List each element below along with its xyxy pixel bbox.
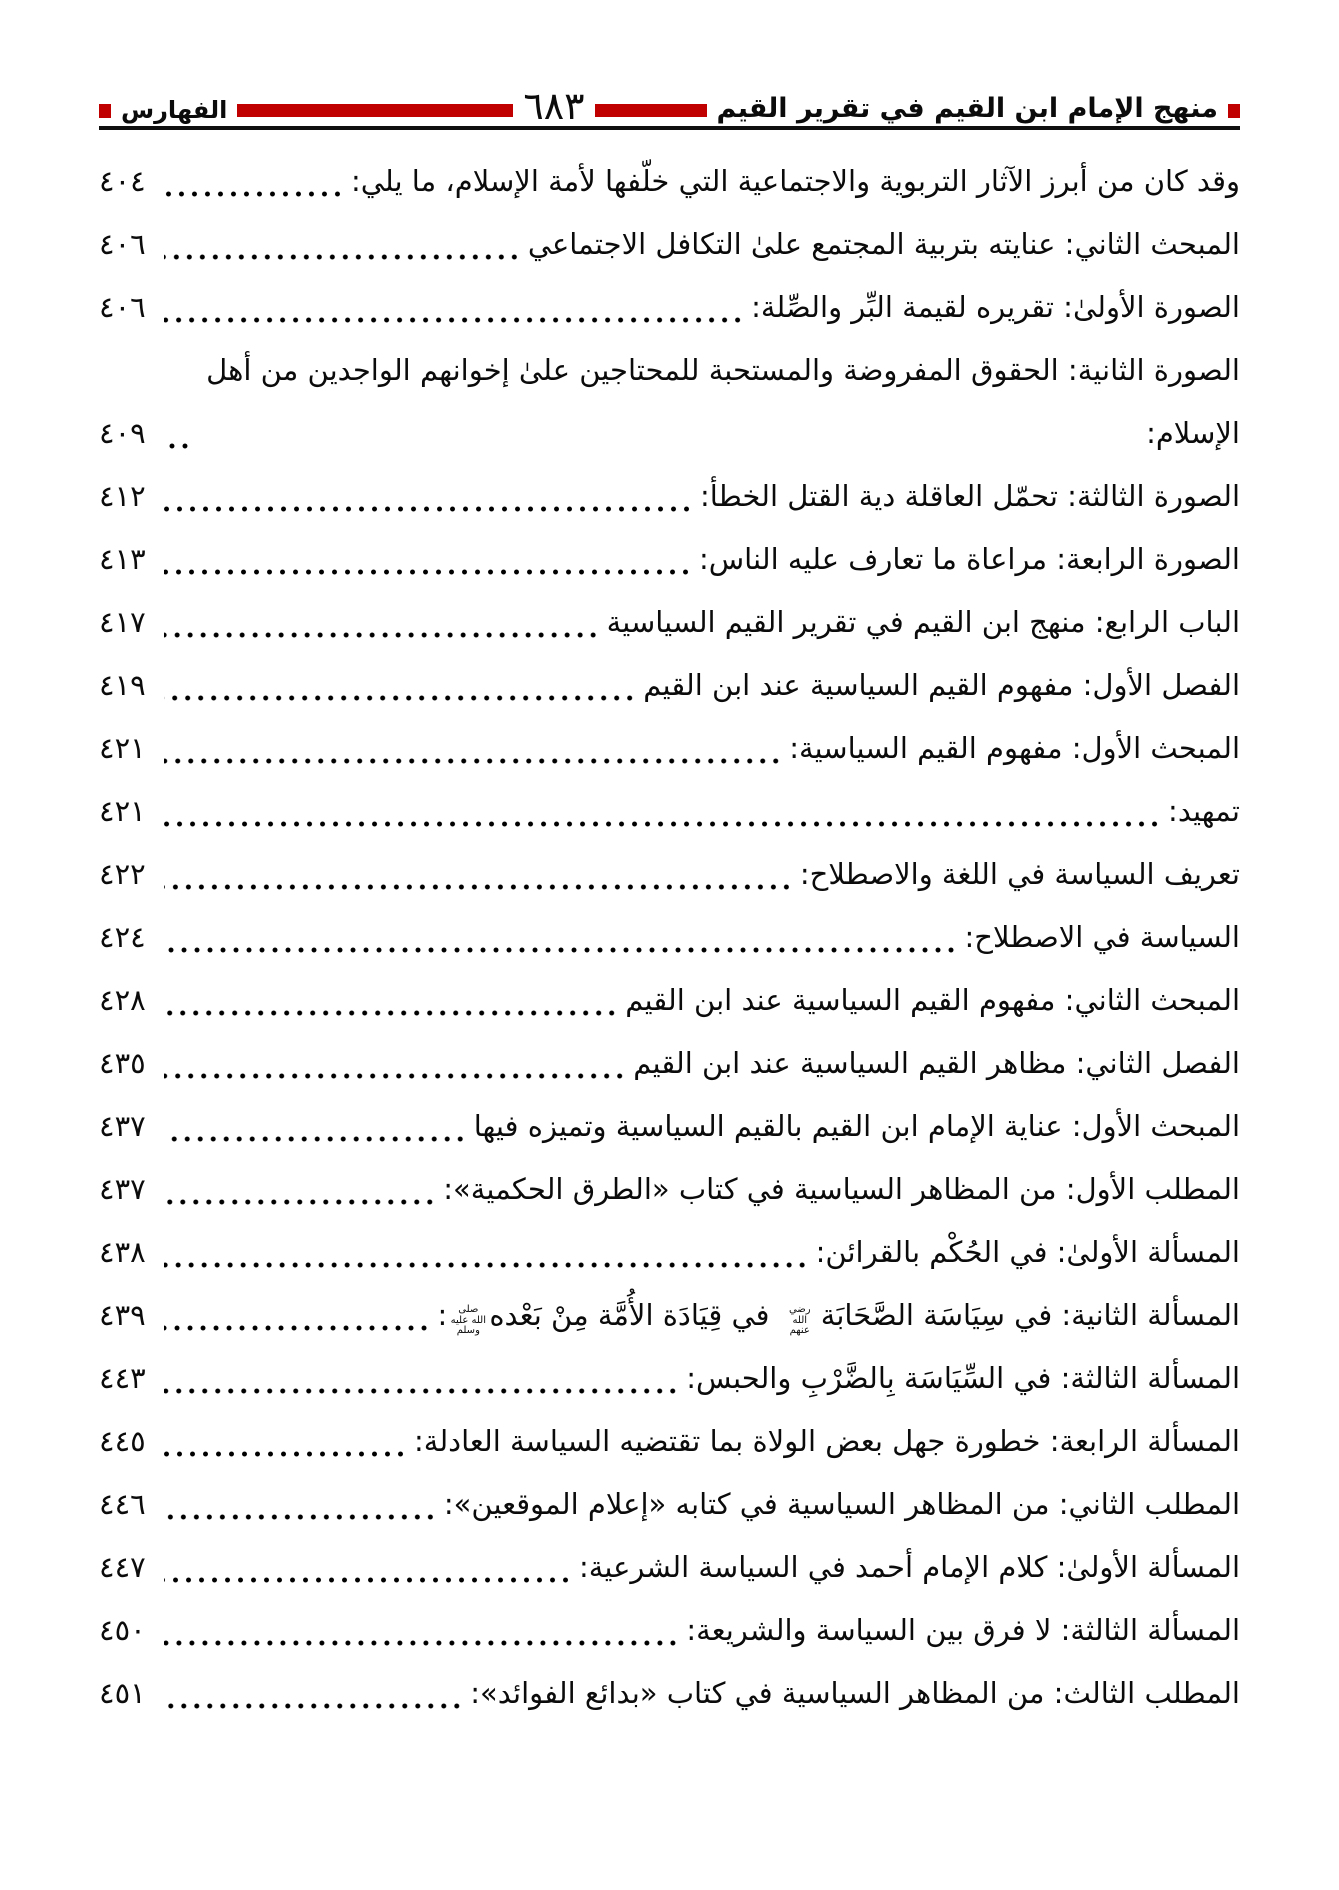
toc-entry <box>99 1473 1240 1536</box>
toc-entry <box>99 591 1240 654</box>
toc-page-number: ٤٥١ <box>99 1676 146 1711</box>
toc-page-number: ٤٣٧ <box>99 1109 146 1144</box>
toc-page-number: ٤١٧ <box>99 605 146 640</box>
toc-entry-title: الباب الرابع: منهج ابن القيم في تقرير القيم السياسية <box>606 605 1240 640</box>
toc-page-number: ٤٢١ <box>99 794 146 829</box>
toc-entry <box>99 654 1240 717</box>
honorific-mark: صلى الله عليه وسلم <box>450 1304 486 1337</box>
toc-entry <box>99 1662 1240 1725</box>
toc-page-number: ٤٣٧ <box>99 1172 146 1207</box>
folio-page-number: ٦٨٣ <box>523 84 585 128</box>
toc-entry-title: الصورة الثانية: الحقوق المفروضة والمستحبة للمحتاجين علىٰ إخوانهم الواجدين من أهل الإسلام: <box>206 353 1240 451</box>
header-ornament-square-left <box>99 104 111 118</box>
toc-page-number: ٤١٢ <box>99 479 146 514</box>
honorific-mark: رضي الله عنهم <box>788 1304 811 1337</box>
dot-leader <box>164 1577 572 1599</box>
toc-entry-title: المبحث الثاني: مفهوم القيم السياسية عند ابن القيم <box>625 983 1240 1018</box>
book-title: منهج الإمام ابن القيم في تقرير القيم <box>716 93 1218 125</box>
toc-entry <box>99 1347 1240 1410</box>
dot-leader <box>164 1388 679 1410</box>
toc-page-number: ٤٠٦ <box>99 227 146 262</box>
dot-leader <box>164 569 692 591</box>
dot-leader <box>164 1199 436 1221</box>
dot-leader <box>164 443 191 465</box>
toc-entry <box>99 1032 1240 1095</box>
toc-entry <box>99 1221 1240 1284</box>
toc-page-number: ٤٠٩ <box>99 416 146 451</box>
dot-leader <box>164 1514 437 1536</box>
toc-entry-title: المسألة الثالثة: في السِّيَاسَة بِالضَّرْبِ والحبس: <box>686 1361 1240 1396</box>
toc-list <box>99 150 1240 1725</box>
toc-page-number: ٤٤٧ <box>99 1550 146 1585</box>
toc-entry <box>99 276 1240 339</box>
toc-entry-title: الصورة الأولىٰ: تقريره لقيمة البِّر والصِّلة: <box>751 290 1240 325</box>
header-rule-right <box>595 104 707 117</box>
toc-entry-title: المطلب الثاني: من المظاهر السياسية في كتابه «إعلام الموقعين»: <box>443 1487 1240 1522</box>
dot-leader <box>164 884 793 906</box>
toc-entry <box>99 213 1240 276</box>
dot-leader <box>164 1010 618 1032</box>
toc-entry <box>99 339 1240 465</box>
dot-leader <box>164 821 1161 843</box>
page-header <box>99 84 1240 130</box>
toc-entry <box>99 465 1240 528</box>
toc-page-number: ٤٥٠ <box>99 1613 146 1648</box>
toc-entry-title: المبحث الأول: عناية الإمام ابن القيم بالقيم السياسية وتميزه فيها <box>473 1109 1240 1144</box>
dot-leader <box>164 1262 809 1284</box>
toc-page-number: ٤٤٥ <box>99 1424 146 1459</box>
toc-page-number: ٤٤٦ <box>99 1487 146 1522</box>
toc-entry-title: تعريف السياسة في اللغة والاصطلاح: <box>799 857 1240 892</box>
toc-entry-title: الصورة الرابعة: مراعاة ما تعارف عليه الناس: <box>699 542 1240 577</box>
toc-entry <box>99 969 1240 1032</box>
toc-entry-title: الفصل الثاني: مظاهر القيم السياسية عند ابن القيم <box>633 1046 1240 1081</box>
toc-entry-title: المسألة الأولىٰ: كلام الإمام أحمد في السياسة الشرعية: <box>579 1550 1240 1585</box>
toc-entry-title: المبحث الثاني: عنايته بتربية المجتمع علىٰ التكافل الاجتماعي <box>527 227 1240 262</box>
toc-entry-title: السياسة في الاصطلاح: <box>964 920 1240 955</box>
toc-entry <box>99 780 1240 843</box>
toc-entry-title: المطلب الأول: من المظاهر السياسية في كتاب «الطرق الحكمية»: <box>443 1172 1240 1207</box>
dot-leader <box>164 191 344 213</box>
dot-leader <box>164 506 693 528</box>
toc-entry-title: المسألة الثالثة: لا فرق بين السياسة والشريعة: <box>686 1613 1240 1648</box>
toc-entry-title: المسألة الأولىٰ: في الحُكْم بالقرائن: <box>815 1235 1240 1270</box>
dot-leader <box>164 254 521 276</box>
toc-entry <box>99 906 1240 969</box>
toc-entry <box>99 1158 1240 1221</box>
toc-page-number: ٤٤٣ <box>99 1361 146 1396</box>
toc-entry <box>99 1284 1240 1347</box>
toc-page-number: ٤٢٤ <box>99 920 146 955</box>
toc-page-number: ٤٣٥ <box>99 1046 146 1081</box>
toc-entry <box>99 1599 1240 1662</box>
toc-page-number: ٤٣٨ <box>99 1235 146 1270</box>
dot-leader <box>164 1703 463 1725</box>
toc-entry-title: المسألة الرابعة: خطورة جهل بعض الولاة بما تقتضيه السياسة العادلة: <box>414 1424 1240 1459</box>
dot-leader <box>164 695 636 717</box>
dot-leader <box>164 1073 626 1095</box>
toc-entry <box>99 1536 1240 1599</box>
toc-entry-title: تمهيد: <box>1168 794 1240 829</box>
toc-entry-title: الصورة الثالثة: تحمّل العاقلة دية القتل الخطأ: <box>700 479 1240 514</box>
header-rule-left <box>237 104 513 117</box>
toc-entry <box>99 1410 1240 1473</box>
dot-leader <box>164 758 782 780</box>
toc-page-number: ٤٠٤ <box>99 164 146 199</box>
header-ornament-square-right <box>1228 104 1240 118</box>
section-label: الفهارس <box>121 96 228 125</box>
dot-leader <box>164 1451 407 1473</box>
toc-page-number: ٤٣٩ <box>99 1298 146 1333</box>
toc-entry <box>99 843 1240 906</box>
dot-leader <box>164 632 600 654</box>
toc-page-number: ٤٢١ <box>99 731 146 766</box>
toc-entry-title: المطلب الثالث: من المظاهر السياسية في كتاب «بدائع الفوائد»: <box>470 1676 1240 1711</box>
toc-page-number: ٤٠٦ <box>99 290 146 325</box>
toc-entry <box>99 1095 1240 1158</box>
dot-leader <box>164 1136 467 1158</box>
toc-page-number: ٤٢٢ <box>99 857 146 892</box>
toc-page-number: ٤١٩ <box>99 668 146 703</box>
toc-page-number: ٤١٣ <box>99 542 146 577</box>
toc-entry <box>99 150 1240 213</box>
dot-leader <box>164 317 744 339</box>
toc-entry <box>99 717 1240 780</box>
dot-leader <box>164 1325 431 1347</box>
toc-entry <box>99 528 1240 591</box>
toc-page-number: ٤٢٨ <box>99 983 146 1018</box>
toc-entry-title: الفصل الأول: مفهوم القيم السياسية عند ابن القيم <box>643 668 1240 703</box>
toc-entry-title: المبحث الأول: مفهوم القيم السياسية: <box>789 731 1240 766</box>
dot-leader <box>164 1640 679 1662</box>
toc-entry-title: وقد كان من أبرز الآثار التربوية والاجتماعية التي خلّفها لأمة الإسلام، ما يلي: <box>350 164 1240 199</box>
dot-leader <box>164 947 958 969</box>
toc-entry-title: المسألة الثانية: في سِيَاسَة الصَّحَابَةرضي الله عنهم في قِيَادَة الأُمَّة مِنْ بَعْدهصلى الله عليه وسلم: <box>437 1298 1240 1337</box>
